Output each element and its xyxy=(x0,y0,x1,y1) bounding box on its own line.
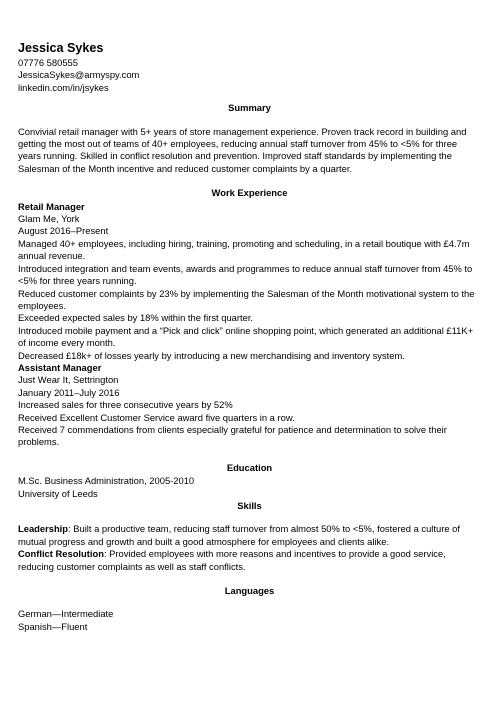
email-address: JessicaSykes@armyspy.com xyxy=(18,69,140,81)
job-achievement: Increased sales for three consecutive years by 52% xyxy=(18,399,233,411)
language-item: German—Intermediate xyxy=(18,608,114,620)
experience-heading: Work Experience xyxy=(211,187,288,199)
job-achievement: Exceeded expected sales by 18% within the first quarter. xyxy=(18,312,254,324)
resume-page xyxy=(18,41,481,633)
job-achievement: Decreased £18k+ of losses yearly by introducing a new merchandising and inventory system. xyxy=(18,349,405,361)
skills-heading: Skills xyxy=(237,500,262,511)
summary-text: Convivial retail manager with 5+ years of store management experience. Proven track record in building and getting the most out of teams of 40+ employees, reducing annual staff turnover from 45% to <5% for three years running. Skilled in conflict resolution and prevention. Improved staff standards by implementing the Salesman of the Month incentive and reduced customer complaints by a quarter. xyxy=(18,125,467,174)
skill-description: : Built a productive team, reducing staff turnover from almost 50% to <5%, fostered a culture of mutual progress and growth and built a good atmosphere for employees and clients alike. xyxy=(18,523,460,547)
job-entry xyxy=(18,362,481,449)
skill-label: Conflict Resolution xyxy=(18,548,104,560)
education-heading: Education xyxy=(226,461,273,473)
job-achievement: Introduced mobile payment and a “Pick and click” online shopping point, which generated an additional £11K+ of income every month. xyxy=(18,324,474,349)
job-company: Just Wear It, Settrington xyxy=(18,374,119,386)
job-entry xyxy=(18,201,481,362)
header xyxy=(18,41,481,94)
summary-heading: Summary xyxy=(228,102,271,114)
education-school: University of Leeds xyxy=(18,487,98,499)
job-dates: August 2016–Present xyxy=(18,225,109,237)
job-company: Glam Me, York xyxy=(18,213,80,225)
contact-info xyxy=(18,57,481,94)
skill-description: : Provided employees with more reasons and incentives to provide a good service, reducing customer complaints as well as staff conflicts. xyxy=(18,548,446,572)
languages-section xyxy=(18,585,481,633)
experience-section xyxy=(18,187,481,449)
linkedin-url: linkedin.com/in/jsykes xyxy=(18,81,109,93)
candidate-name: Jessica Sykes xyxy=(18,41,104,55)
job-achievement: Reduced customer complaints by 23% by implementing the Salesman of the Month motivational system to the employees. xyxy=(18,287,475,311)
phone-number: 07776 580555 xyxy=(18,57,78,68)
skill-item xyxy=(18,523,481,548)
education-section xyxy=(18,462,481,500)
summary-section xyxy=(18,102,481,175)
job-achievement: Received 7 commendations from clients especially grateful for patience and determination to solve their problems. xyxy=(18,423,447,448)
skill-item xyxy=(18,548,481,573)
job-achievement: Received Excellent Customer Service award five quarters in a row. xyxy=(18,411,295,423)
job-role: Assistant Manager xyxy=(18,361,102,373)
language-item: Spanish—Fluent xyxy=(18,620,88,632)
languages-heading: Languages xyxy=(224,585,275,597)
education-degree: M.Sc. Business Administration, 2005-2010 xyxy=(18,475,195,487)
job-achievement: Managed 40+ employees, including hiring, training, promoting and scheduling, in a retail boutique with £4.7m annual revenue. xyxy=(18,237,470,262)
skill-label: Leadership xyxy=(18,523,69,535)
job-achievement: Introduced integration and team events, awards and programmes to reduce annual staff turnover from 45% to <5% for three years running. xyxy=(18,262,473,287)
skills-section xyxy=(18,500,481,573)
job-dates: January 2011–July 2016 xyxy=(18,386,120,398)
job-role: Retail Manager xyxy=(18,200,85,212)
